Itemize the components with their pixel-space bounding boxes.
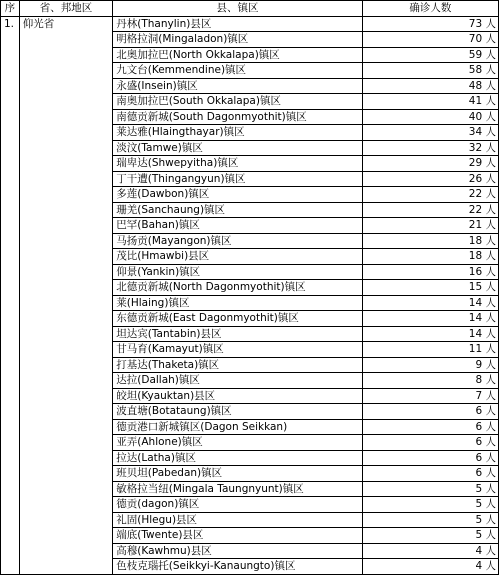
- header-no: 序: [1, 1, 20, 17]
- count-cell: 4 人: [362, 559, 498, 575]
- township-cell: 拉达(Latha)镇区: [113, 450, 363, 466]
- township-cell: 莱达雅(Hlaingthayar)镇区: [113, 125, 363, 141]
- count-cell: 70 人: [362, 32, 498, 48]
- table-row: [1, 16, 499, 32]
- count-cell: 21 人: [362, 218, 498, 234]
- count-cell: 5 人: [362, 528, 498, 544]
- township-cell: 明格拉洞(Mingaladon)镇区: [113, 32, 363, 48]
- count-cell: 6 人: [362, 404, 498, 420]
- township-cell: 达拉(Dallah)镇区: [113, 373, 363, 389]
- township-cell: 仰景(Yankin)镇区: [113, 264, 363, 280]
- count-cell: 6 人: [362, 435, 498, 451]
- township-cell: 东德贡新城(East Dagonmyothit)镇区: [113, 311, 363, 327]
- count-cell: 22 人: [362, 187, 498, 203]
- header-province: 省、邦地区: [19, 1, 113, 17]
- township-cell: 巴罕(Bahan)镇区: [113, 218, 363, 234]
- count-cell: 14 人: [362, 311, 498, 327]
- township-cell: 永盛(Insein)镇区: [113, 78, 363, 94]
- count-cell: 6 人: [362, 419, 498, 435]
- count-cell: 16 人: [362, 264, 498, 280]
- township-cell: 高穆(Kawhmu)县区: [113, 543, 363, 559]
- township-cell: 亚弄(Ahlone)镇区: [113, 435, 363, 451]
- township-cell: 甘马育(Kamayut)镇区: [113, 342, 363, 358]
- township-cell: 茂比(Hmawbi)县区: [113, 249, 363, 265]
- township-cell: 端底(Twente)县区: [113, 528, 363, 544]
- group-province: 仰光省: [19, 16, 113, 574]
- count-cell: 8 人: [362, 373, 498, 389]
- count-cell: 5 人: [362, 481, 498, 497]
- township-cell: 多莲(Dawbon)镇区: [113, 187, 363, 203]
- count-cell: 5 人: [362, 512, 498, 528]
- township-cell: 莱(Hlaing)镇区: [113, 295, 363, 311]
- count-cell: 58 人: [362, 63, 498, 79]
- count-cell: 9 人: [362, 357, 498, 373]
- count-cell: 32 人: [362, 140, 498, 156]
- count-cell: 6 人: [362, 466, 498, 482]
- count-cell: 40 人: [362, 109, 498, 125]
- township-cell: 色枝克瑙托(Seikkyi-Kanaungto)镇区: [113, 559, 363, 575]
- township-cell: 南奥加拉巴(South Okkalapa)镇区: [113, 94, 363, 110]
- group-number: 1.: [1, 16, 20, 574]
- township-cell: 瑞卑达(Shwepyitha)镇区: [113, 156, 363, 172]
- count-cell: 41 人: [362, 94, 498, 110]
- count-cell: 7 人: [362, 388, 498, 404]
- township-cell: 班贝坦(Pabedan)镇区: [113, 466, 363, 482]
- township-cell: 淡汶(Tamwe)镇区: [113, 140, 363, 156]
- township-cell: 丹林(Thanylin)县区: [113, 16, 363, 32]
- count-cell: 29 人: [362, 156, 498, 172]
- township-cell: 波直塘(Botataung)镇区: [113, 404, 363, 420]
- township-cell: 南德贡新城(South Dagonmyothit)镇区: [113, 109, 363, 125]
- count-cell: 5 人: [362, 497, 498, 513]
- township-cell: 德贡(dagon)镇区: [113, 497, 363, 513]
- township-cell: 珊羌(Sanchaung)镇区: [113, 202, 363, 218]
- count-cell: 22 人: [362, 202, 498, 218]
- header-row: [1, 1, 499, 17]
- count-cell: 18 人: [362, 233, 498, 249]
- count-cell: 48 人: [362, 78, 498, 94]
- count-cell: 18 人: [362, 249, 498, 265]
- township-cell: 马扬贡(Mayangon)镇区: [113, 233, 363, 249]
- header-township: 县、镇区: [113, 1, 363, 17]
- count-cell: 15 人: [362, 280, 498, 296]
- township-cell: 北德贡新城(North Dagonmyothit)镇区: [113, 280, 363, 296]
- township-cell: 坦达宾(Tantabin)县区: [113, 326, 363, 342]
- township-cell: 九文台(Kemmendine)镇区: [113, 63, 363, 79]
- count-cell: 6 人: [362, 450, 498, 466]
- count-cell: 34 人: [362, 125, 498, 141]
- header-count: 确诊人数: [362, 1, 498, 17]
- count-cell: 59 人: [362, 47, 498, 63]
- table-body: [1, 16, 499, 574]
- count-cell: 11 人: [362, 342, 498, 358]
- count-cell: 4 人: [362, 543, 498, 559]
- count-cell: 73 人: [362, 16, 498, 32]
- township-cell: 丁干遭(Thingangyun)镇区: [113, 171, 363, 187]
- count-cell: 26 人: [362, 171, 498, 187]
- count-cell: 14 人: [362, 295, 498, 311]
- township-cell: 敏格拉当纽(Mingala Taungnyunt)镇区: [113, 481, 363, 497]
- township-cell: 礼固(Hlegu)县区: [113, 512, 363, 528]
- township-cell: 北奥加拉巴(North Okkalapa)镇区: [113, 47, 363, 63]
- count-cell: 14 人: [362, 326, 498, 342]
- township-cell: 皎坦(Kyauktan)县区: [113, 388, 363, 404]
- township-cell: 德贡港口新城镇区(Dagon Seikkan): [113, 419, 363, 435]
- township-cell: 打基达(Thaketa)镇区: [113, 357, 363, 373]
